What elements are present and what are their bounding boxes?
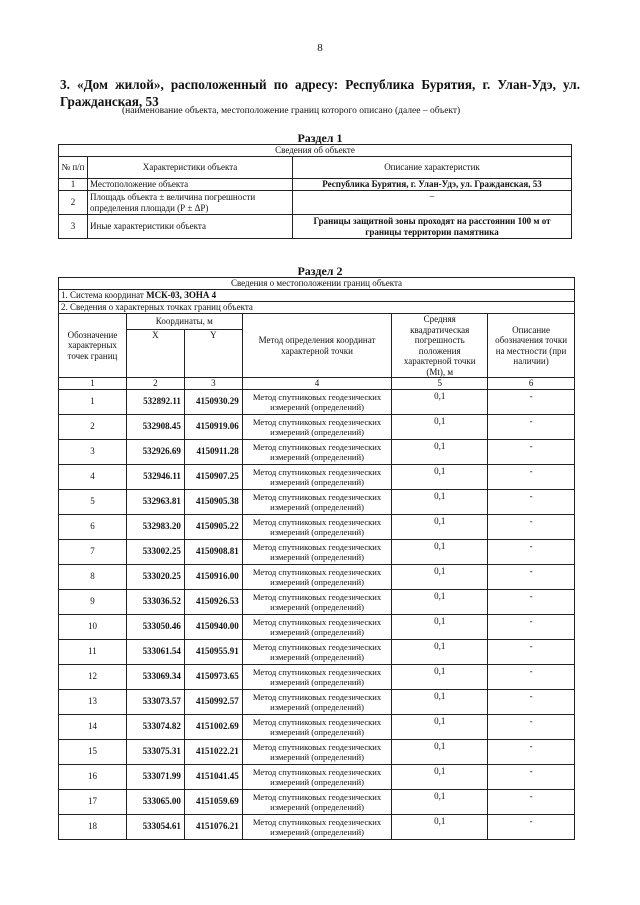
- object-info-row: [59, 215, 572, 239]
- row-desc: Республика Бурятия, г. Улан-Удэ, ул. Гражданская, 53: [293, 179, 572, 191]
- row-num: 3: [59, 215, 88, 239]
- coord-x: 532926.69: [126, 439, 184, 464]
- accuracy-cell: 0,1: [392, 789, 488, 814]
- accuracy-cell: 0,1: [392, 464, 488, 489]
- table-row: [59, 539, 575, 564]
- coord-y: 4151022.21: [184, 739, 242, 764]
- coord-y: 4150926.53: [184, 589, 242, 614]
- coord-y: 4150992.57: [184, 689, 242, 714]
- table-row: [59, 514, 575, 539]
- coord-x: 533073.57: [126, 689, 184, 714]
- description-cell: -: [488, 664, 575, 689]
- method-cell: Метод спутниковых геодезических измерений (определений): [242, 739, 392, 764]
- table-row: [59, 389, 575, 414]
- coord-x: 532963.81: [126, 489, 184, 514]
- col-num-header: № п/п: [59, 157, 88, 179]
- table-row: [59, 739, 575, 764]
- description-cell: -: [488, 589, 575, 614]
- accuracy-cell: 0,1: [392, 664, 488, 689]
- row-char: Площадь объекта ± величина погрешности определения площади (Р ± ΔР): [88, 191, 293, 215]
- coord-system-row: [59, 290, 575, 302]
- method-cell: Метод спутниковых геодезических измерений (определений): [242, 789, 392, 814]
- col-number: 6: [488, 378, 575, 390]
- point-number: 4: [59, 464, 127, 489]
- coord-y: 4150905.22: [184, 514, 242, 539]
- coord-y: 4150907.25: [184, 464, 242, 489]
- points-caption: 2. Сведения о характерных точках границ объекта: [59, 302, 575, 314]
- coord-x: 533074.82: [126, 714, 184, 739]
- coord-y: 4150916.00: [184, 564, 242, 589]
- coord-x: 532908.45: [126, 414, 184, 439]
- description-cell: -: [488, 739, 575, 764]
- coord-x: 533065.00: [126, 789, 184, 814]
- description-cell: -: [488, 689, 575, 714]
- table-row: [59, 414, 575, 439]
- object-info-row: [59, 179, 572, 191]
- col-number: 1: [59, 378, 127, 390]
- page-number: 8: [317, 42, 323, 54]
- coord-y: 4150908.81: [184, 539, 242, 564]
- description-cell: -: [488, 539, 575, 564]
- object-info-table: [58, 144, 572, 239]
- coord-x: 532983.20: [126, 514, 184, 539]
- point-number: 16: [59, 764, 127, 789]
- method-cell: Метод спутниковых геодезических измерений (определений): [242, 614, 392, 639]
- method-cell: Метод спутниковых геодезических измерений (определений): [242, 464, 392, 489]
- col-number: 2: [126, 378, 184, 390]
- point-number: 7: [59, 539, 127, 564]
- coords-header: Координаты, м: [126, 314, 242, 330]
- heading-caption: (наименование объекта, местоположение границ которого описано (далее – объект): [122, 106, 461, 116]
- col-char-header: Характеристики объекта: [88, 157, 293, 179]
- method-cell: Метод спутниковых геодезических измерений (определений): [242, 814, 392, 839]
- accuracy-cell: 0,1: [392, 639, 488, 664]
- coord-y: 4150940.00: [184, 614, 242, 639]
- y-header: Y: [184, 330, 242, 378]
- coord-x: 533061.54: [126, 639, 184, 664]
- boundary-caption: Сведения о местоположении границ объекта: [59, 278, 575, 290]
- description-cell: -: [488, 514, 575, 539]
- table-row: [59, 714, 575, 739]
- accuracy-cell: 0,1: [392, 714, 488, 739]
- coord-x: 532892.11: [126, 389, 184, 414]
- object-info-caption: Сведения об объекте: [59, 145, 572, 157]
- coord-x: 533020.25: [126, 564, 184, 589]
- coord-y: 4150911.28: [184, 439, 242, 464]
- accuracy-cell: 0,1: [392, 539, 488, 564]
- table-row: [59, 614, 575, 639]
- method-cell: Метод спутниковых геодезических измерений (определений): [242, 389, 392, 414]
- method-cell: Метод спутниковых геодезических измерений (определений): [242, 514, 392, 539]
- description-cell: -: [488, 489, 575, 514]
- method-cell: Метод спутниковых геодезических измерений (определений): [242, 664, 392, 689]
- table-row: [59, 489, 575, 514]
- method-cell: Метод спутниковых геодезических измерений (определений): [242, 439, 392, 464]
- description-cell: -: [488, 439, 575, 464]
- description-cell: -: [488, 714, 575, 739]
- coord-y: 4150973.65: [184, 664, 242, 689]
- coord-x: 532946.11: [126, 464, 184, 489]
- accuracy-header: Средняя квадратическая погрешность положения характерной точки (Mt), м: [392, 314, 488, 378]
- point-number: 12: [59, 664, 127, 689]
- coord-x: 533071.99: [126, 764, 184, 789]
- coord-y: 4150905.38: [184, 489, 242, 514]
- method-cell: Метод спутниковых геодезических измерений (определений): [242, 689, 392, 714]
- point-number: 14: [59, 714, 127, 739]
- accuracy-cell: 0,1: [392, 764, 488, 789]
- coord-x: 533050.46: [126, 614, 184, 639]
- section1-title: Раздел 1: [297, 131, 343, 145]
- coord-system-label: 1. Система координат: [61, 290, 144, 301]
- row-num: 1: [59, 179, 88, 191]
- accuracy-cell: 0,1: [392, 414, 488, 439]
- point-number: 10: [59, 614, 127, 639]
- coord-y: 4151059.69: [184, 789, 242, 814]
- accuracy-cell: 0,1: [392, 439, 488, 464]
- accuracy-cell: 0,1: [392, 489, 488, 514]
- point-number: 3: [59, 439, 127, 464]
- point-number: 8: [59, 564, 127, 589]
- table-row: [59, 439, 575, 464]
- description-cell: -: [488, 814, 575, 839]
- description-cell: -: [488, 414, 575, 439]
- method-cell: Метод спутниковых геодезических измерений (определений): [242, 589, 392, 614]
- coord-x: 533069.34: [126, 664, 184, 689]
- boundary-points-table: [58, 277, 575, 840]
- coord-x: 533036.52: [126, 589, 184, 614]
- table-row: [59, 564, 575, 589]
- col-desc-header: Описание характеристик: [293, 157, 572, 179]
- method-cell: Метод спутниковых геодезических измерений (определений): [242, 639, 392, 664]
- coord-y: 4151041.45: [184, 764, 242, 789]
- accuracy-cell: 0,1: [392, 564, 488, 589]
- accuracy-cell: 0,1: [392, 814, 488, 839]
- method-header: Метод определения координат характерной точки: [242, 314, 392, 378]
- row-desc: –: [293, 191, 572, 215]
- method-cell: Метод спутниковых геодезических измерений (определений): [242, 539, 392, 564]
- description-cell: -: [488, 614, 575, 639]
- object-info-row: [59, 191, 572, 215]
- point-number: 2: [59, 414, 127, 439]
- method-cell: Метод спутниковых геодезических измерений (определений): [242, 764, 392, 789]
- method-cell: Метод спутниковых геодезических измерений (определений): [242, 414, 392, 439]
- coord-x: 533002.25: [126, 539, 184, 564]
- object-heading: 3. «Дом жилой», расположенный по адресу: Республика Бурятия, г. Улан-Удэ, ул. Гражданская, 53: [60, 77, 580, 109]
- coord-y: 4151002.69: [184, 714, 242, 739]
- point-number: 9: [59, 589, 127, 614]
- accuracy-cell: 0,1: [392, 389, 488, 414]
- description-cell: -: [488, 764, 575, 789]
- description-cell: -: [488, 389, 575, 414]
- description-cell: -: [488, 789, 575, 814]
- column-number-row: [59, 378, 575, 390]
- coord-y: 4150919.06: [184, 414, 242, 439]
- coord-system-value: МСК-03, ЗОНА 4: [146, 290, 217, 301]
- table-row: [59, 764, 575, 789]
- table-row: [59, 639, 575, 664]
- coord-x: 533075.31: [126, 739, 184, 764]
- row-num: 2: [59, 191, 88, 215]
- col-number: 3: [184, 378, 242, 390]
- accuracy-cell: 0,1: [392, 614, 488, 639]
- row-char: Местоположение объекта: [88, 179, 293, 191]
- point-number: 17: [59, 789, 127, 814]
- points-body: [59, 389, 575, 839]
- designation-header: Обозначение характерных точек границ: [59, 314, 127, 378]
- accuracy-cell: 0,1: [392, 689, 488, 714]
- method-cell: Метод спутниковых геодезических измерений (определений): [242, 489, 392, 514]
- accuracy-cell: 0,1: [392, 514, 488, 539]
- description-cell: -: [488, 464, 575, 489]
- point-number: 11: [59, 639, 127, 664]
- point-number: 18: [59, 814, 127, 839]
- point-number: 5: [59, 489, 127, 514]
- section2-title: Раздел 2: [297, 264, 343, 278]
- table-row: [59, 589, 575, 614]
- col-number: 4: [242, 378, 392, 390]
- point-number: 13: [59, 689, 127, 714]
- table-row: [59, 789, 575, 814]
- table-row: [59, 464, 575, 489]
- coord-y: 4151076.21: [184, 814, 242, 839]
- x-header: X: [126, 330, 184, 378]
- point-number: 6: [59, 514, 127, 539]
- method-cell: Метод спутниковых геодезических измерений (определений): [242, 564, 392, 589]
- coord-y: 4150955.91: [184, 639, 242, 664]
- coord-x: 533054.61: [126, 814, 184, 839]
- point-number: 1: [59, 389, 127, 414]
- row-char: Иные характеристики объекта: [88, 215, 293, 239]
- accuracy-cell: 0,1: [392, 589, 488, 614]
- table-row: [59, 664, 575, 689]
- row-desc: Границы защитной зоны проходят на расстоянии 100 м от границы территории памятника: [293, 215, 572, 239]
- point-number: 15: [59, 739, 127, 764]
- col-number: 5: [392, 378, 488, 390]
- description-cell: -: [488, 639, 575, 664]
- coord-y: 4150930.29: [184, 389, 242, 414]
- description-cell: -: [488, 564, 575, 589]
- description-header: Описание обозначения точки на местности (при наличии): [488, 314, 575, 378]
- table-row: [59, 814, 575, 839]
- table-row: [59, 689, 575, 714]
- method-cell: Метод спутниковых геодезических измерений (определений): [242, 714, 392, 739]
- accuracy-cell: 0,1: [392, 739, 488, 764]
